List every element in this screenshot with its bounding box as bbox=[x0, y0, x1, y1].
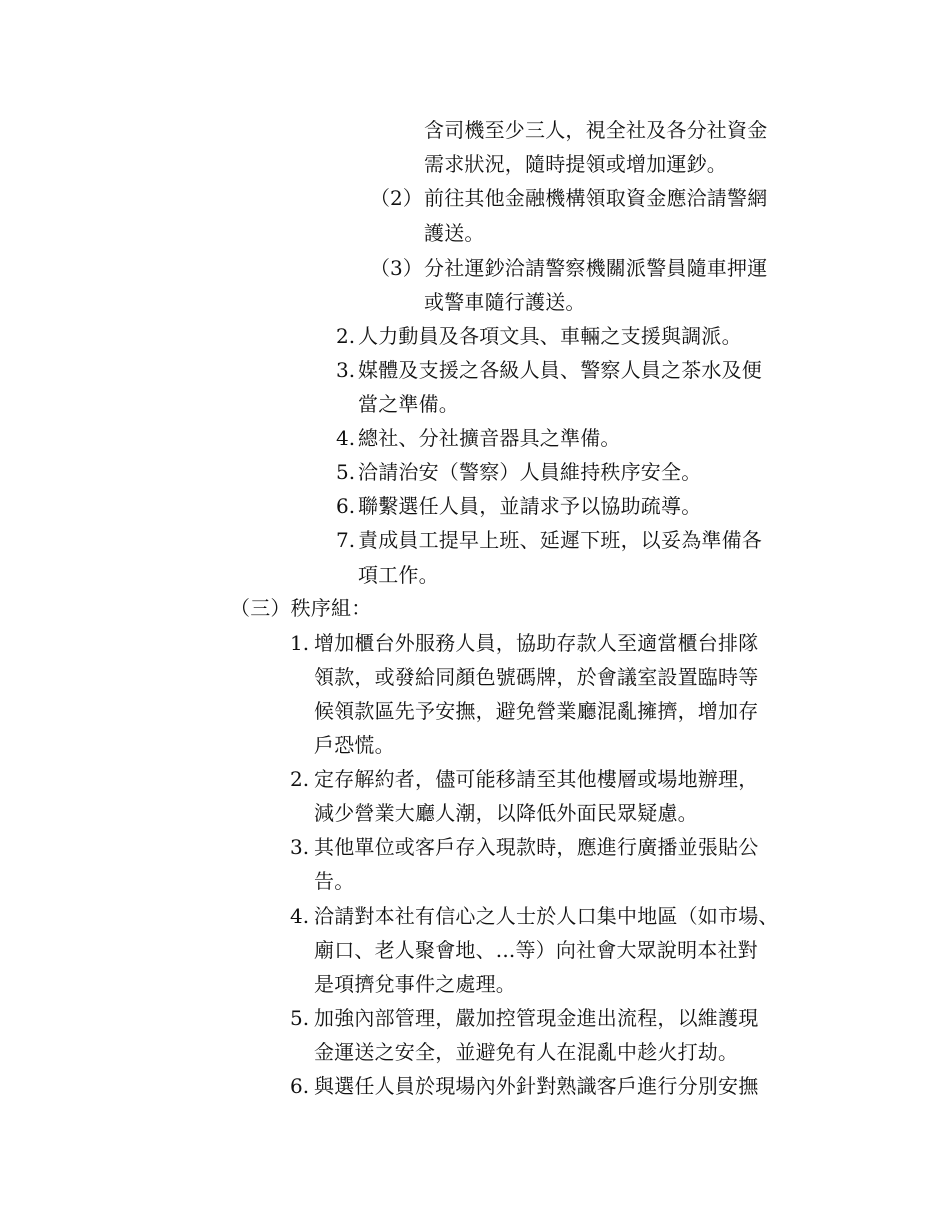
list-b-item-4-line-1: 洽請對本社有信心之人士於人口集中地區（如市場、 bbox=[314, 904, 779, 928]
list-b-item-1-line-3: 候領款區先予安撫，避免營業廳混亂擁擠，增加存 bbox=[314, 699, 759, 723]
list-a-item-7-marker: 7. bbox=[336, 528, 356, 552]
list-a-item-3-line-2: 當之準備。 bbox=[358, 392, 459, 416]
list-b-item-6-marker: 6. bbox=[290, 1074, 310, 1098]
list-b-item-1-line-4: 戶恐慌。 bbox=[314, 733, 395, 757]
list-b-item-5-line-1: 加強內部管理，嚴加控管現金進出流程，以維護現 bbox=[314, 1006, 759, 1030]
section-heading: （三）秩序組： bbox=[230, 596, 372, 620]
list-a-item-2-line-1: 人力動員及各項文具、車輛之支援與調派。 bbox=[358, 324, 742, 348]
list-a-item-7-line-1: 責成員工提早上班、延遲下班，以妥為準備各 bbox=[358, 528, 762, 552]
list-b-item-1-line-1: 增加櫃台外服務人員，協助存款人至適當櫃台排隊 bbox=[314, 631, 759, 655]
list-a-item-2-marker: 2. bbox=[336, 324, 356, 348]
sub-item-1-tail-line-2: 需求狀況，隨時提領或增加運鈔。 bbox=[424, 152, 727, 176]
list-b-item-1-marker: 1. bbox=[290, 631, 310, 655]
list-b-item-3-line-1: 其他單位或客戶存入現款時，應進行廣播並張貼公 bbox=[314, 835, 759, 859]
list-a-item-3-line-1: 媒體及支援之各級人員、警察人員之茶水及便 bbox=[358, 358, 762, 382]
list-a-item-5-marker: 5. bbox=[336, 460, 356, 484]
list-b-item-4-marker: 4. bbox=[290, 904, 310, 928]
sub-item-2-line-2: 護送。 bbox=[424, 221, 485, 245]
list-b-item-2-line-2: 減少營業大廳人潮，以降低外面民眾疑慮。 bbox=[314, 801, 698, 825]
sub-item-2-marker: （2） bbox=[370, 186, 423, 210]
list-a-item-3-marker: 3. bbox=[336, 358, 356, 382]
sub-item-1-tail-line-1: 含司機至少三人，視全社及各分社資金 bbox=[424, 118, 768, 142]
list-b-item-4-line-3: 是項擠兌事件之處理。 bbox=[314, 972, 516, 996]
list-b-item-4-line-2: 廟口、老人聚會地、...等）向社會大眾說明本社對 bbox=[314, 938, 758, 962]
list-b-item-6-line-1: 與選任人員於現場內外針對熟識客戶進行分別安撫 bbox=[314, 1074, 759, 1098]
list-a-item-6-line-1: 聯繫選任人員，並請求予以協助疏導。 bbox=[358, 494, 702, 518]
sub-item-3-marker: （3） bbox=[370, 256, 423, 280]
sub-item-3-line-1: 分社運鈔洽請警察機關派警員隨車押運 bbox=[424, 256, 768, 280]
list-b-item-2-line-1: 定存解約者，儘可能移請至其他樓層或場地辦理， bbox=[314, 767, 759, 791]
sub-item-2-line-1: 前往其他金融機構領取資金應洽請警網 bbox=[424, 186, 768, 210]
list-b-item-3-marker: 3. bbox=[290, 835, 310, 859]
list-a-item-4-line-1: 總社、分社擴音器具之準備。 bbox=[358, 426, 621, 450]
list-b-item-5-line-2: 金運送之安全，並避免有人在混亂中趁火打劫。 bbox=[314, 1040, 739, 1064]
list-a-item-7-line-2: 項工作。 bbox=[358, 563, 439, 587]
list-a-item-5-line-1: 洽請治安（警察）人員維持秩序安全。 bbox=[358, 460, 702, 484]
sub-item-3-line-2: 或警車隨行護送。 bbox=[424, 290, 586, 314]
list-a-item-6-marker: 6. bbox=[336, 494, 356, 518]
list-b-item-2-marker: 2. bbox=[290, 767, 310, 791]
list-b-item-3-line-2: 告。 bbox=[314, 869, 355, 893]
list-a-item-4-marker: 4. bbox=[336, 426, 356, 450]
list-b-item-1-line-2: 領款，或發給同顏色號碼牌，於會議室設置臨時等 bbox=[314, 665, 759, 689]
list-b-item-5-marker: 5. bbox=[290, 1006, 310, 1030]
